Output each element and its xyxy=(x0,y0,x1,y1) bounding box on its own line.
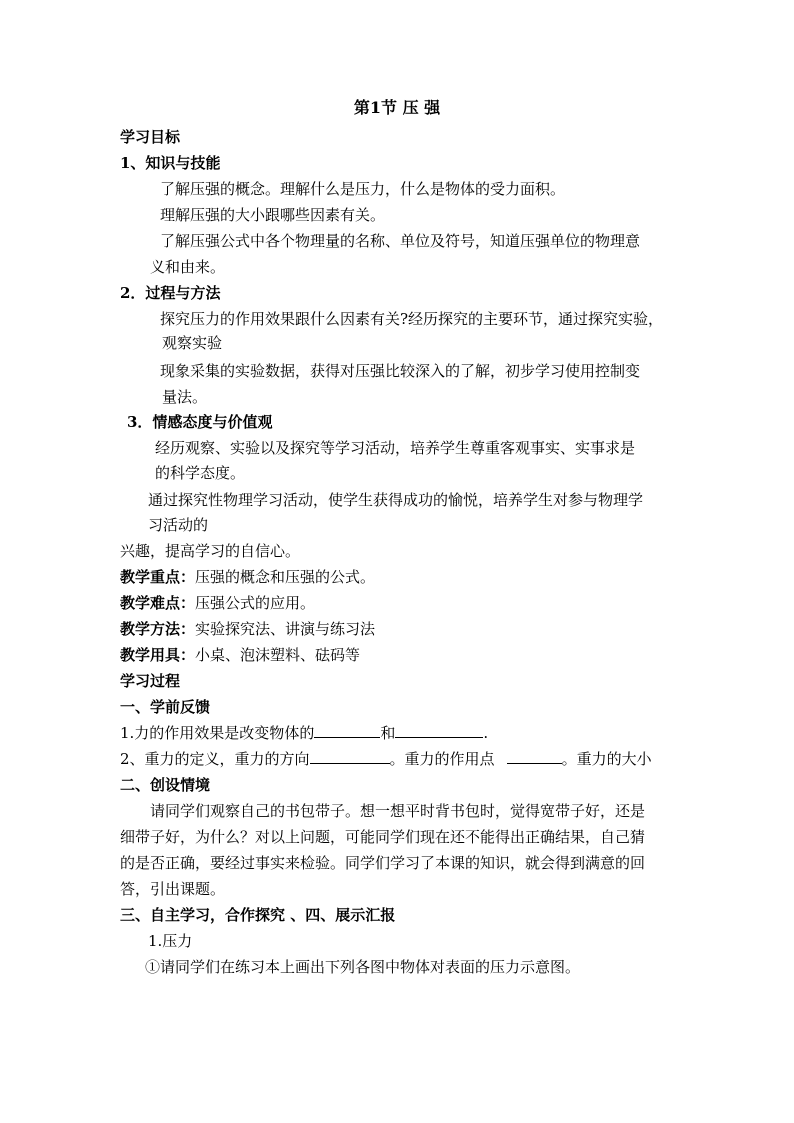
methods xyxy=(120,619,375,639)
tools xyxy=(120,645,360,665)
section1-line: 了解压强的概念。理解什么是压力，什么是物体的受力面积。 xyxy=(160,180,566,198)
process-heading: 学习过程 xyxy=(120,672,181,690)
difficulties-label: 教学难点： xyxy=(120,594,196,612)
answer-blank[interactable] xyxy=(395,723,483,738)
section3-line: 兴趣，提高学习的自信心。 xyxy=(120,542,301,560)
question-1-end: . xyxy=(483,724,489,742)
section2-line: 量法。 xyxy=(162,388,208,406)
goals-heading: 学习目标 xyxy=(120,128,181,146)
question-2-text: 2、重力的定义，重力的方向 xyxy=(120,750,310,768)
section3-line: 通过探究性物理学习活动，使学生获得成功的愉悦，培养学生对参与物理学 xyxy=(148,491,644,509)
part3-task: ①请同学们在练习本上画出下列各图中物体对表面的压力示意图。 xyxy=(145,958,581,976)
key-points-label: 教学重点： xyxy=(120,568,196,586)
part2-line: 细带子好，为什么？对以上问题，可能同学们现在还不能得出正确结果，自己猜 xyxy=(120,828,646,846)
question-2-end: 。重力的大小 xyxy=(561,750,652,768)
section1-line: 了解压强公式中各个物理量的名称、单位及符号，知道压强单位的物理意 xyxy=(160,232,641,250)
section2-heading: 2．过程与方法 xyxy=(120,284,221,302)
section3-line: 习活动的 xyxy=(148,516,209,534)
question-2 xyxy=(120,749,652,769)
part3-sub: 1.压力 xyxy=(148,932,193,950)
section2-line: 观察实验 xyxy=(162,334,223,352)
difficulties xyxy=(120,593,315,613)
part3-heading: 三、自主学习，合作探究 、四、展示汇报 xyxy=(120,906,396,924)
tools-label: 教学用具： xyxy=(120,646,196,664)
answer-blank[interactable] xyxy=(507,749,562,764)
section3-line: 的科学态度。 xyxy=(155,464,246,482)
answer-blank[interactable] xyxy=(310,749,390,764)
question-1 xyxy=(120,723,488,743)
question-1-text: 1.力的作用效果是改变物体的 xyxy=(120,724,315,742)
section1-line: 理解压强的大小跟哪些因素有关。 xyxy=(160,206,386,224)
section3-heading: 3．情感态度与价值观 xyxy=(127,413,273,431)
key-points-text: 压强的概念和压强的公式。 xyxy=(195,568,376,586)
question-1-connector: 和 xyxy=(380,724,396,742)
section1-line: 义和由来。 xyxy=(150,258,226,276)
part2-line: 的是否正确，要经过事实来检验。同学们学习了本课的知识，就会得到满意的回 xyxy=(120,854,646,872)
key-points xyxy=(120,567,375,587)
section2-line: 现象采集的实验数据，获得对压强比较深入的了解，初步学习使用控制变 xyxy=(160,362,641,380)
methods-label: 教学方法： xyxy=(120,620,196,638)
part2-line: 答，引出课题。 xyxy=(120,880,226,898)
section2-line: 探究压力的作用效果跟什么因素有关?经历探究的主要环节，通过探究实验， xyxy=(160,310,664,328)
answer-blank[interactable] xyxy=(314,723,380,738)
part1-heading: 一、学前反馈 xyxy=(120,698,211,716)
question-2-middle: 。重力的作用点 xyxy=(389,750,495,768)
section3-line: 经历观察、实验以及探究等学习活动，培养学生尊重客观事实、实事求是 xyxy=(155,439,636,457)
section1-heading: 1、知识与技能 xyxy=(120,154,221,172)
methods-text: 实验探究法、讲演与练习法 xyxy=(195,620,376,638)
page-title: 第1节 压 强 xyxy=(353,98,441,117)
difficulties-text: 压强公式的应用。 xyxy=(195,594,316,612)
tools-text: 小桌、泡沫塑料、砝码等 xyxy=(195,646,361,664)
part2-line: 请同学们观察自己的书包带子。想一想平时背书包时，觉得宽带子好，还是 xyxy=(150,802,646,820)
part2-heading: 二、创设情境 xyxy=(120,776,211,794)
